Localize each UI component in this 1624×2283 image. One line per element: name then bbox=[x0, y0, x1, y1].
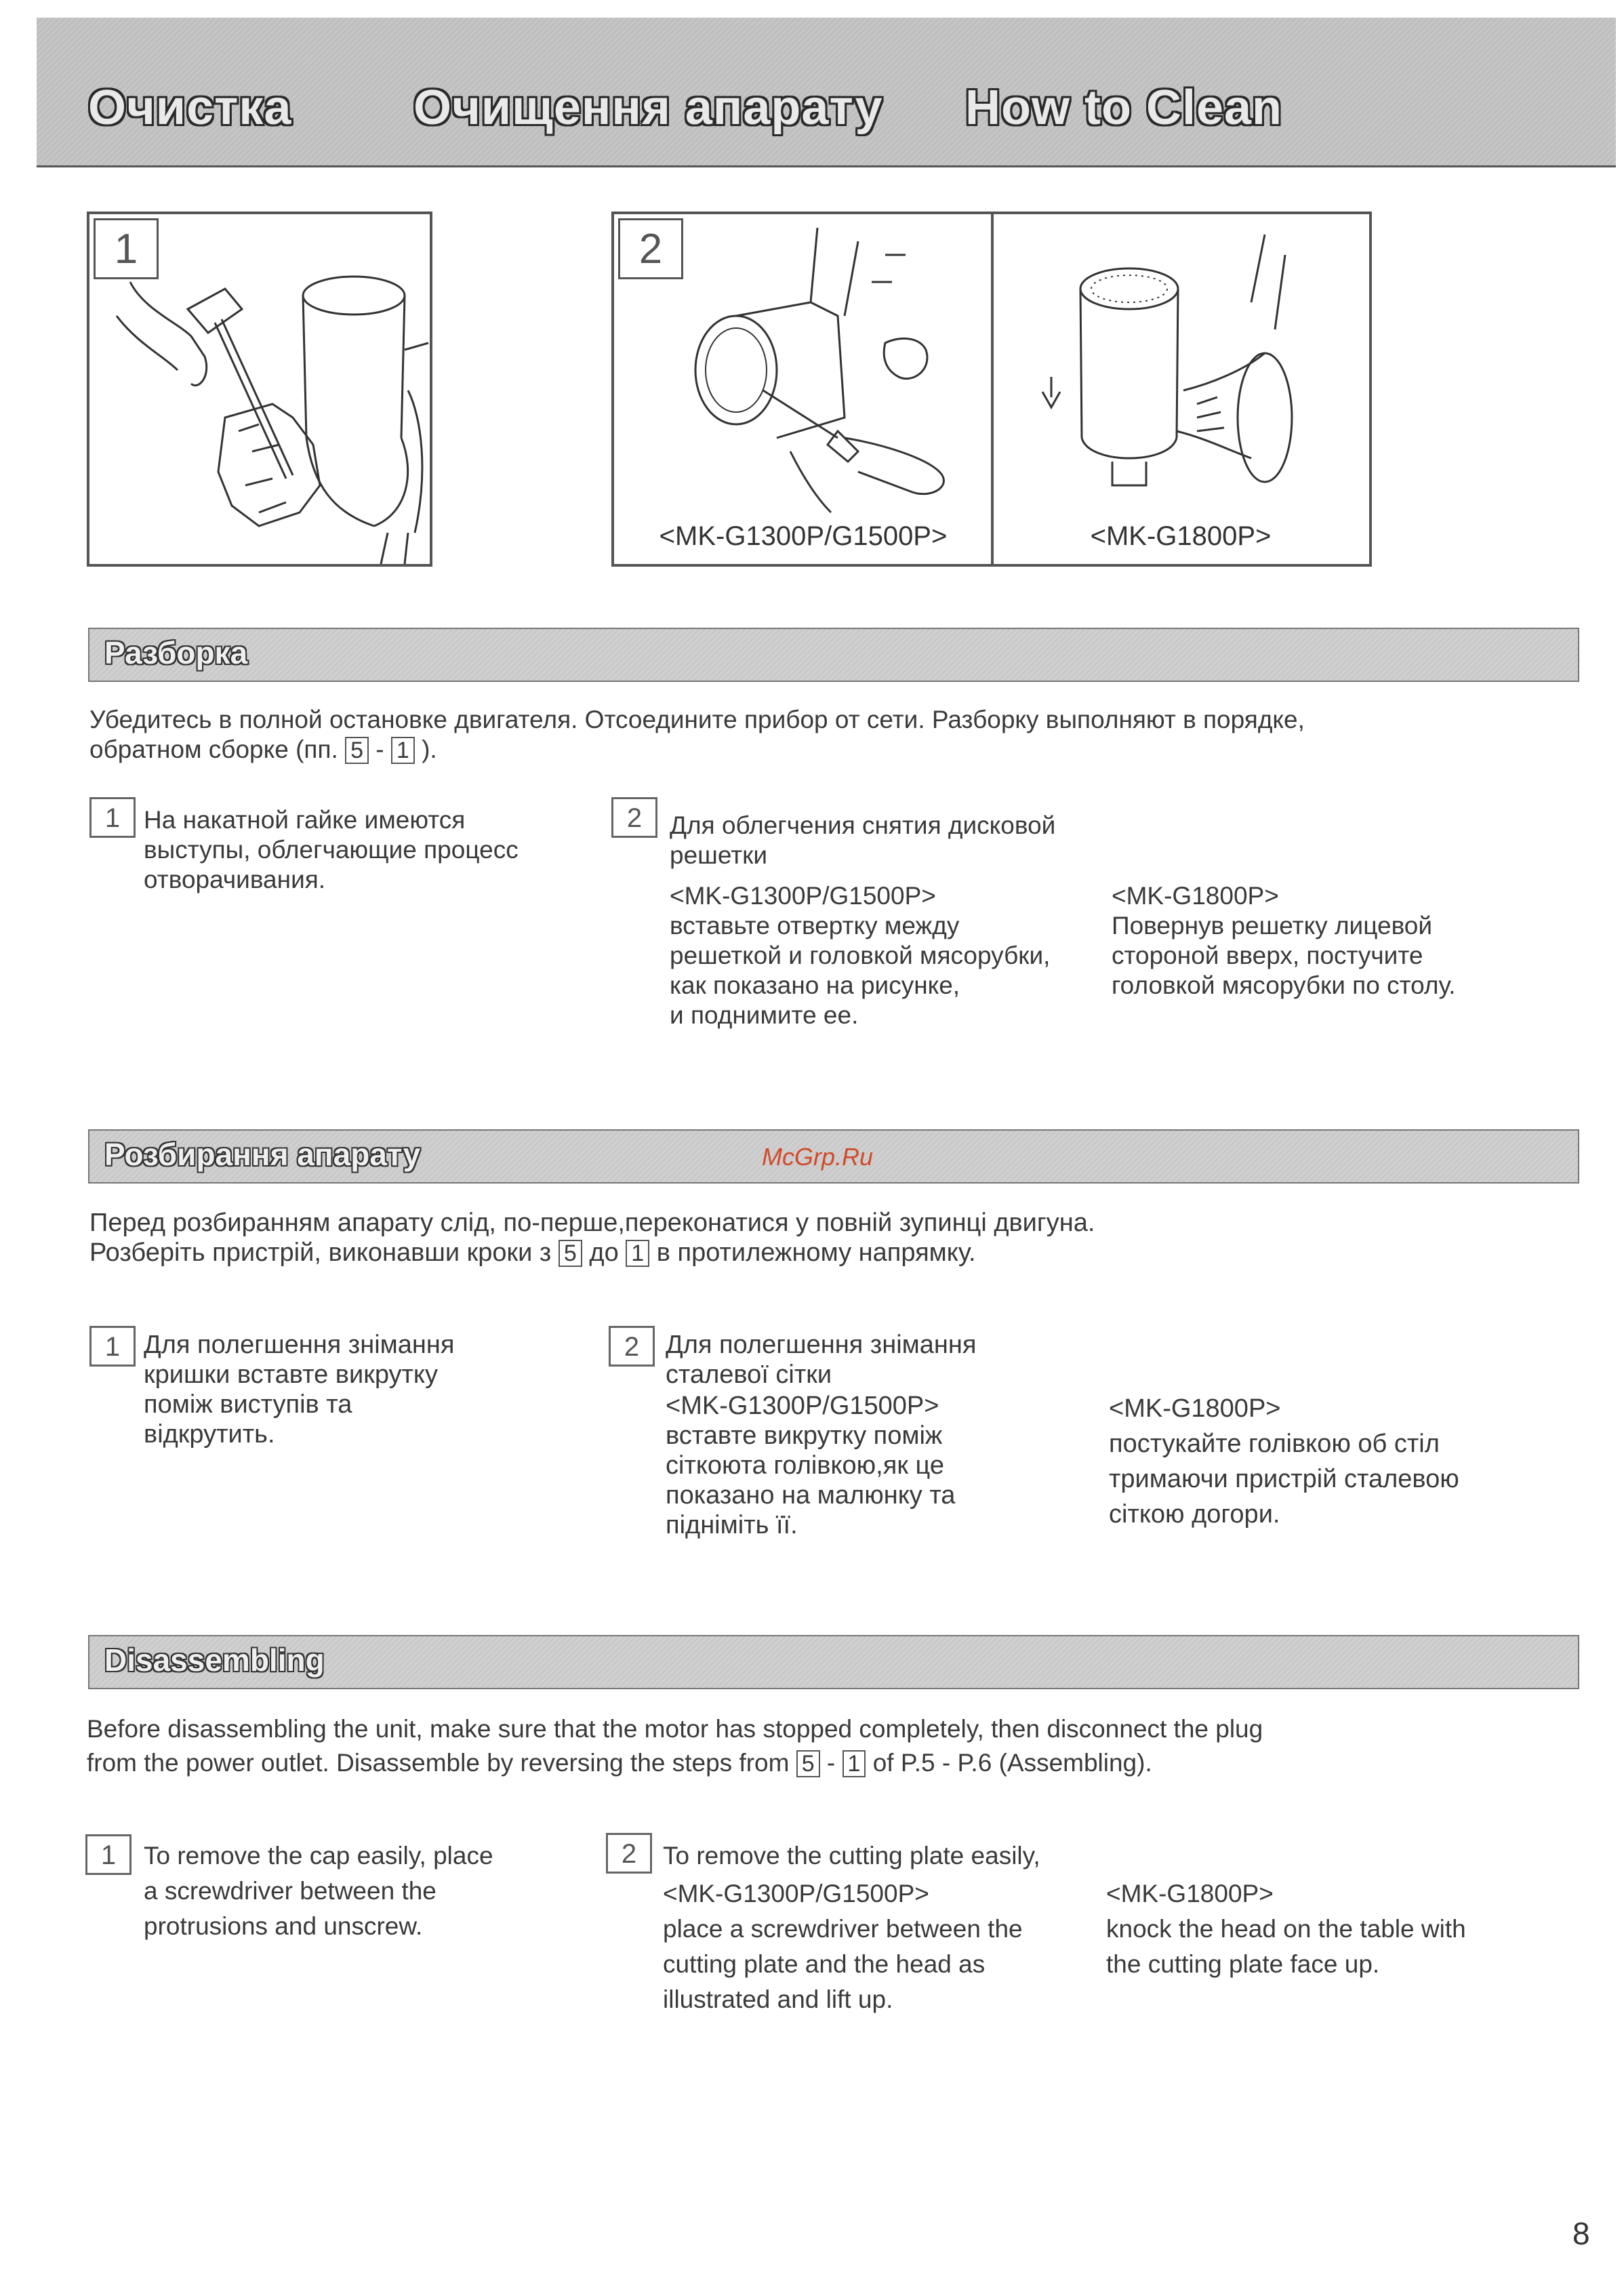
uk-model-right: <MK-G1800P> bbox=[1109, 1394, 1281, 1423]
en-left-line: place a screwdriver between the bbox=[663, 1915, 1023, 1943]
en-step1-text bbox=[144, 1838, 577, 1944]
intro-ru-sep: - bbox=[375, 735, 384, 763]
figure-2-caption-right: <MK-G1800P> bbox=[1090, 521, 1272, 551]
ru-step2-number: 2 bbox=[611, 797, 657, 838]
intro-en bbox=[87, 1712, 1591, 1780]
ru-right-line: Повернув решетку лицевой bbox=[1112, 912, 1433, 940]
en-right-line: the cutting plate face up. bbox=[1106, 1950, 1380, 1978]
section-title-ru: Разборка bbox=[104, 635, 248, 670]
en-step2-number: 2 bbox=[606, 1833, 652, 1874]
uk-left-line: підніміть її. bbox=[666, 1511, 798, 1539]
page-number: 8 bbox=[1572, 2216, 1590, 2251]
uk-step2-number: 2 bbox=[609, 1326, 655, 1367]
intro-en-text-pre: from the power outlet. Disassemble by reversing the steps from bbox=[87, 1749, 790, 1777]
uk-step2-left bbox=[666, 1391, 1113, 1540]
intro-en-line1: Before disassembling the unit, make sure that the motor has stopped completely, then disconnect the plug bbox=[87, 1715, 1263, 1743]
ru-right-line: стороной вверх, постучите bbox=[1112, 942, 1423, 969]
uk-right-line: постукайте голівкою об стіл bbox=[1109, 1430, 1440, 1458]
en-step1-line: To remove the cap easily, place bbox=[144, 1842, 493, 1870]
ru-step2-text bbox=[670, 811, 1185, 870]
intro-en-sep: - bbox=[826, 1749, 836, 1777]
en-step2-right bbox=[1106, 1876, 1594, 1982]
en-model-left: <MK-G1300P/G1500P> bbox=[663, 1880, 929, 1907]
header-title-uk: Очищення апарату bbox=[413, 81, 883, 135]
section-bar-uk bbox=[88, 1129, 1579, 1184]
step-ref-box-5: 5 bbox=[345, 737, 369, 764]
intro-ru-line2 bbox=[89, 735, 1581, 765]
en-step2-left bbox=[663, 1876, 1110, 2017]
uk-step1-line: відкрутить. bbox=[144, 1420, 275, 1449]
ru-step2-line: Для облегчения снятия дисковой bbox=[670, 811, 1056, 839]
intro-en-text-post: of P.5 - P.6 (Assembling). bbox=[872, 1749, 1152, 1777]
intro-ru-text-pre: обратном сборке (пп. bbox=[89, 735, 338, 763]
ru-model-left: <MK-G1300P/G1500P> bbox=[670, 882, 936, 910]
uk-model-left: <MK-G1300P/G1500P> bbox=[666, 1392, 939, 1420]
intro-uk-text-post: в протилежному напрямку. bbox=[656, 1238, 976, 1267]
uk-step2-line: сталевої сітки bbox=[666, 1360, 832, 1389]
uk-right-line: тримаючи пристрій сталевою bbox=[1109, 1465, 1459, 1493]
uk-left-line: сіткоюта голівкою,як це bbox=[666, 1451, 944, 1480]
ru-step1-text bbox=[144, 805, 577, 895]
step-ref-box-1: 1 bbox=[843, 1750, 866, 1777]
intro-uk-text-pre: Розберіть пристрій, виконавши кроки з bbox=[89, 1238, 552, 1267]
uk-step2-line: Для полегшення знімання bbox=[666, 1331, 977, 1359]
section-title-uk: Розбирання апарату bbox=[104, 1137, 421, 1172]
figure-1 bbox=[87, 211, 432, 567]
uk-step2-text bbox=[666, 1330, 1181, 1390]
ru-left-line: вставьте отвертку между bbox=[670, 912, 960, 940]
figure-2-number: 2 bbox=[618, 218, 683, 279]
intro-uk-mid: до bbox=[589, 1238, 619, 1267]
intro-uk-line1: Перед розбиранням апарату слід, по-перше,переконатися у повній зупинці двигуна. bbox=[89, 1209, 1095, 1237]
header-title-ru: Очистка bbox=[88, 81, 292, 135]
section-bar-en bbox=[88, 1635, 1579, 1689]
en-step1-line: protrusions and unscrew. bbox=[144, 1912, 423, 1940]
watermark: McGrp.Ru bbox=[762, 1143, 874, 1171]
intro-uk bbox=[89, 1208, 1581, 1268]
ru-right-line: головкой мясорубки по столу. bbox=[1112, 971, 1456, 999]
ru-model-right: <MK-G1800P> bbox=[1112, 882, 1279, 910]
section-title-en: Disassembling bbox=[104, 1642, 325, 1678]
ru-step2-left bbox=[670, 881, 1117, 1030]
en-left-line: illustrated and lift up. bbox=[663, 1985, 893, 2013]
en-step2-text: To remove the cutting plate easily, bbox=[663, 1842, 1040, 1870]
ru-step2-right bbox=[1112, 881, 1600, 1001]
step-ref-box-1: 1 bbox=[391, 737, 415, 764]
uk-left-line: показано на малюнку та bbox=[666, 1481, 956, 1510]
uk-step2-right bbox=[1109, 1391, 1597, 1532]
intro-ru-line1: Убедитесь в полной остановке двигателя. Отсоедините прибор от сети. Разборку выполняют в порядке, bbox=[89, 706, 1305, 733]
ru-left-line: как показано на рисунке, bbox=[670, 971, 960, 999]
ru-step1-line: выступы, облегчающие процесс bbox=[144, 836, 519, 864]
en-step1-number: 1 bbox=[85, 1834, 131, 1875]
intro-ru-text-post: ). bbox=[422, 735, 437, 763]
ru-step1-line: На накатной гайке имеются bbox=[144, 806, 466, 834]
section-bar-ru bbox=[88, 628, 1579, 682]
en-model-right: <MK-G1800P> bbox=[1106, 1880, 1274, 1907]
step-ref-box-1: 1 bbox=[626, 1240, 649, 1267]
en-right-line: knock the head on the table with bbox=[1106, 1915, 1466, 1943]
uk-step1-line: Для полегшення знімання bbox=[144, 1331, 455, 1359]
ru-left-line: решеткой и головкой мясорубки, bbox=[670, 942, 1051, 969]
uk-step1-line: кришки вставте викрутку bbox=[144, 1360, 438, 1389]
ru-step1-number: 1 bbox=[89, 797, 136, 838]
uk-step1-text bbox=[144, 1330, 577, 1449]
header-title-en: How to Clean bbox=[965, 81, 1283, 135]
figure-2-caption-left: <MK-G1300P/G1500P> bbox=[659, 521, 948, 551]
en-step1-line: a screwdriver between the bbox=[144, 1877, 437, 1905]
ru-step1-line: отворачивания. bbox=[144, 866, 326, 893]
figure-1-number: 1 bbox=[94, 218, 159, 279]
uk-step1-line: поміж виступів та bbox=[144, 1390, 352, 1419]
uk-left-line: вставте викрутку поміж bbox=[666, 1421, 943, 1450]
ru-left-line: и поднимите ее. bbox=[670, 1001, 859, 1029]
step-ref-box-5: 5 bbox=[559, 1240, 582, 1267]
ru-step2-line: решетки bbox=[670, 841, 767, 869]
en-left-line: cutting plate and the head as bbox=[663, 1950, 986, 1978]
uk-right-line: сіткою догори. bbox=[1109, 1500, 1280, 1529]
figure-2-illustration bbox=[614, 214, 1369, 564]
header-band bbox=[37, 18, 1616, 167]
step-ref-box-5: 5 bbox=[796, 1750, 820, 1777]
intro-en-line2 bbox=[87, 1746, 1591, 1780]
intro-uk-line2 bbox=[89, 1238, 1581, 1268]
figure-2 bbox=[611, 211, 1372, 567]
uk-step1-number: 1 bbox=[89, 1326, 136, 1367]
intro-ru bbox=[89, 705, 1581, 765]
